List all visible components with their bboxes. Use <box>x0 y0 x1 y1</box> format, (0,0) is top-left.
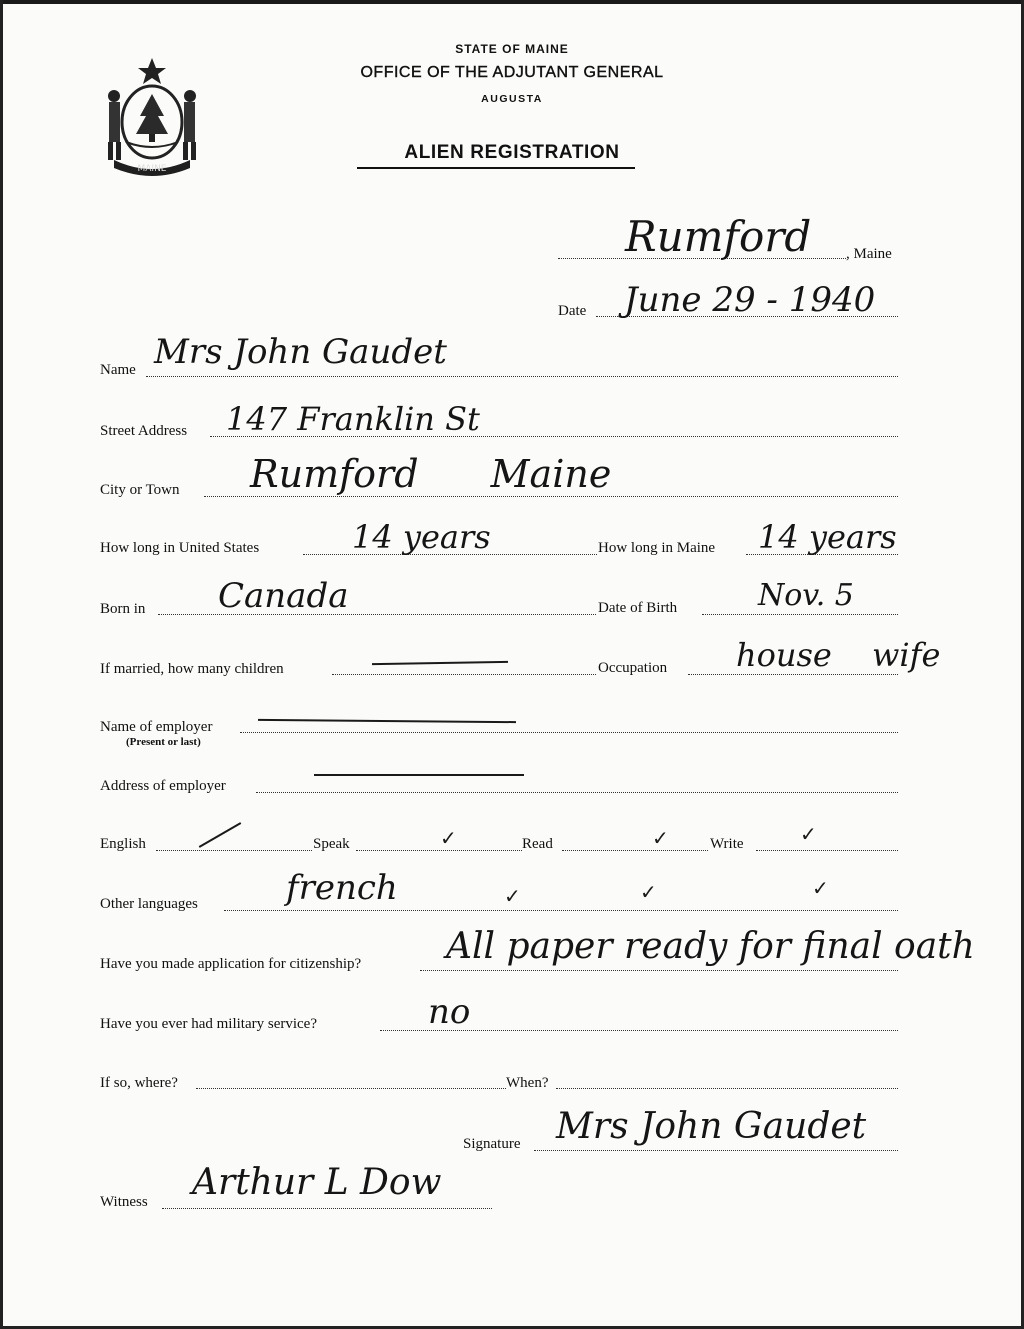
street-value: 147 Franklin St <box>226 400 480 438</box>
place-value: Rumford <box>625 212 812 261</box>
military-label: Have you ever had military service? <box>100 1016 317 1032</box>
other-languages-check-mark-1: ✓ <box>504 884 521 908</box>
military-value: no <box>428 992 471 1032</box>
how-long-us-label: How long in United States <box>100 540 260 556</box>
when-label: When? <box>506 1075 549 1091</box>
employer-address-label: Address of employer <box>100 778 226 794</box>
employer-sublabel: (Present or last) <box>126 736 201 748</box>
witness-label: Witness <box>100 1194 148 1210</box>
how-long-maine-label: How long in Maine <box>598 540 716 556</box>
citizenship-dotted-line <box>420 970 898 971</box>
english-dotted-line <box>156 850 312 851</box>
title-underline <box>357 167 635 169</box>
occupation-value: house wife <box>736 636 941 674</box>
write-dotted-line <box>756 850 898 851</box>
occupation-label: Occupation <box>598 660 668 676</box>
employer-address-dash-mark <box>314 774 524 776</box>
how-long-us-value: 14 years <box>352 518 491 556</box>
name-label: Name <box>100 362 136 378</box>
speak-check-mark: ✓ <box>440 826 457 850</box>
born-in-value: Canada <box>218 576 349 616</box>
name-dotted-line <box>146 376 898 377</box>
citizenship-label: Have you made application for citizenship? <box>100 956 362 972</box>
children-label: If married, how many children <box>100 661 284 677</box>
speak-dotted-line <box>356 850 522 851</box>
scan-border-left <box>0 0 3 1329</box>
seal-lettering: MAINE <box>137 164 167 174</box>
other-languages-dotted-line <box>224 910 898 911</box>
date-of-birth-dotted-line <box>702 614 898 615</box>
where-dotted-line <box>196 1088 506 1089</box>
header-state: STATE OF MAINE <box>455 42 569 56</box>
signature-dotted-line <box>534 1150 898 1151</box>
write-label: Write <box>710 836 744 852</box>
read-check-mark: ✓ <box>652 826 669 850</box>
employer-address-dotted-line <box>256 792 898 793</box>
other-languages-check-mark-2: ✓ <box>640 880 657 904</box>
children-dash-mark <box>372 661 508 665</box>
name-value: Mrs John Gaudet <box>154 332 447 372</box>
date-of-birth-label: Date of Birth <box>598 600 678 616</box>
occupation-dotted-line <box>688 674 898 675</box>
born-in-label: Born in <box>100 601 146 617</box>
speak-label: Speak <box>313 836 350 852</box>
date-label: Date <box>558 303 587 319</box>
english-check-mark <box>199 822 242 848</box>
date-value: June 29 - 1940 <box>624 280 876 320</box>
date-of-birth-value: Nov. 5 <box>758 578 854 613</box>
write-check-mark: ✓ <box>800 822 817 846</box>
employer-dotted-line <box>240 732 898 733</box>
header-city: AUGUSTA <box>481 93 543 105</box>
how-long-maine-value: 14 years <box>758 518 897 556</box>
other-languages-label: Other languages <box>100 896 198 912</box>
street-label: Street Address <box>100 423 188 439</box>
city-dotted-line <box>204 496 898 497</box>
witness-value: Arthur L Dow <box>192 1162 442 1203</box>
header-office: OFFICE OF THE ADJUTANT GENERAL <box>360 64 664 81</box>
if-so-where-label: If so, where? <box>100 1075 178 1091</box>
employer-dash-mark <box>258 719 516 723</box>
other-languages-value: french <box>286 868 398 908</box>
city-label: City or Town <box>100 482 180 498</box>
read-label: Read <box>522 836 553 852</box>
form-title: ALIEN REGISTRATION <box>404 142 620 163</box>
signature-label: Signature <box>463 1136 521 1152</box>
city-value: Rumford Maine <box>250 452 612 496</box>
witness-dotted-line <box>162 1208 492 1209</box>
citizenship-value: All paper ready for final oath <box>446 926 975 967</box>
signature-value: Mrs John Gaudet <box>556 1106 867 1147</box>
maine-label: , Maine <box>846 246 892 262</box>
children-dotted-line <box>332 674 596 675</box>
employer-label: Name of employer <box>100 719 213 735</box>
read-dotted-line <box>562 850 708 851</box>
when-dotted-line <box>556 1088 898 1089</box>
english-label: English <box>100 836 146 852</box>
scan-border-top <box>0 0 1024 4</box>
other-languages-check-mark-3: ✓ <box>812 876 829 900</box>
